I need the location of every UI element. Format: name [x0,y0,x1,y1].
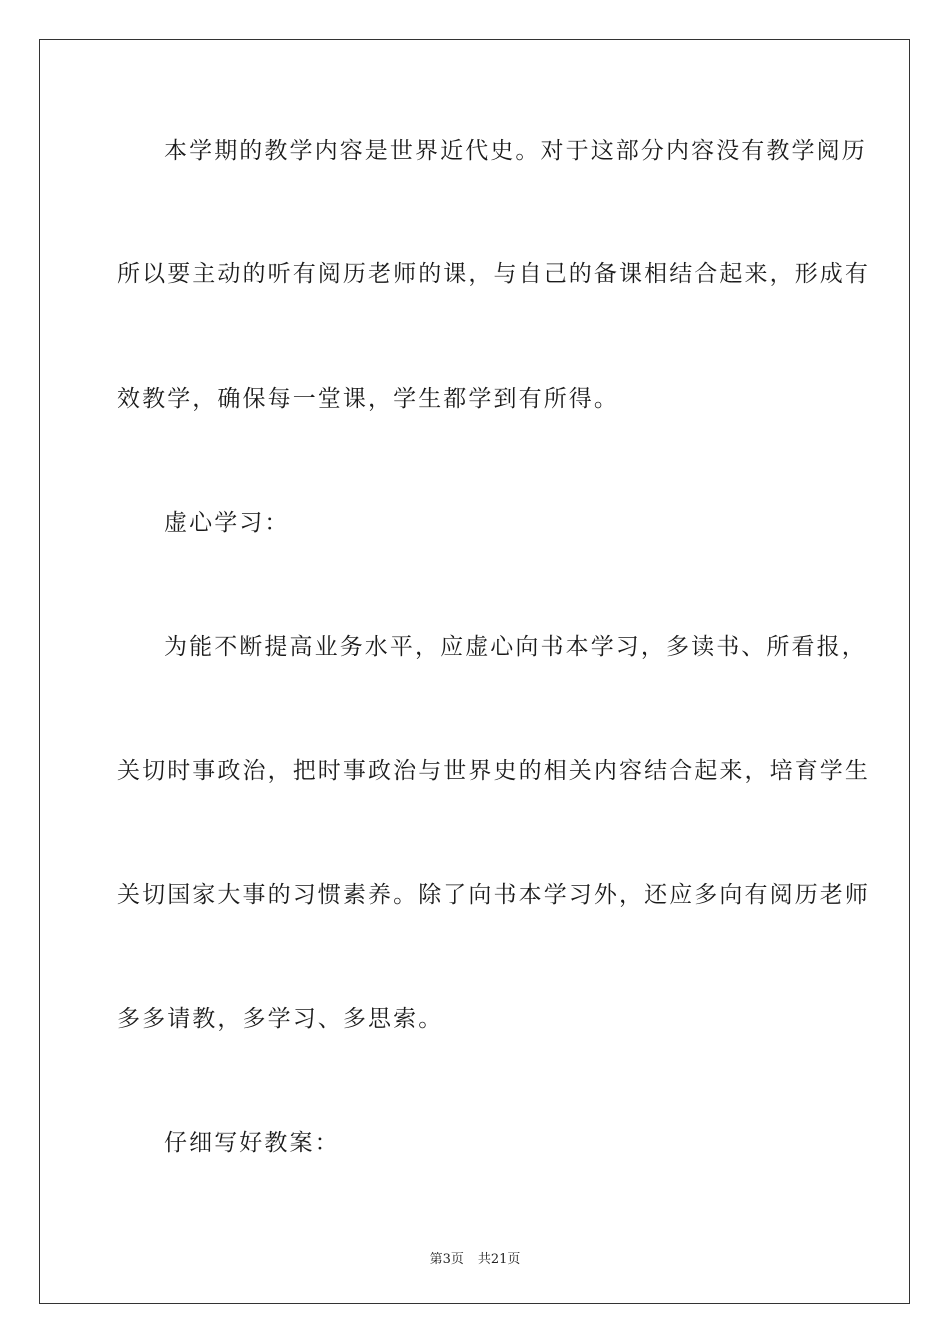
page-footer [0,1248,950,1267]
section-heading-lesson-plan: 仔细写好教案： [164,1130,340,1156]
paragraph-line-5: 为能不断提高业务水平，应虚心向书本学习，多读书、所看报， [164,634,867,660]
page-number: 第3页 [429,1252,464,1267]
paragraph-line-3: 效教学，确保每一堂课，学生都学到有所得。 [117,386,619,412]
paragraph-line-6: 关切时事政治，把时事政治与世界史的相关内容结合起来，培育学生 [117,758,870,784]
paragraph-line-7: 关切国家大事的习惯素养。除了向书本学习外，还应多向有阅历老师 [117,882,870,908]
paragraph-line-8: 多多请教，多学习、多思索。 [117,1006,444,1032]
paragraph-line-1: 本学期的教学内容是世界近代史。对于这部分内容没有教学阅历 [164,138,867,164]
page-total: 共21页 [477,1252,521,1267]
paragraph-line-2: 所以要主动的听有阅历老师的课，与自己的备课相结合起来，形成有 [117,261,870,287]
section-heading-study: 虚心学习： [164,510,290,536]
page-frame [39,39,910,1304]
